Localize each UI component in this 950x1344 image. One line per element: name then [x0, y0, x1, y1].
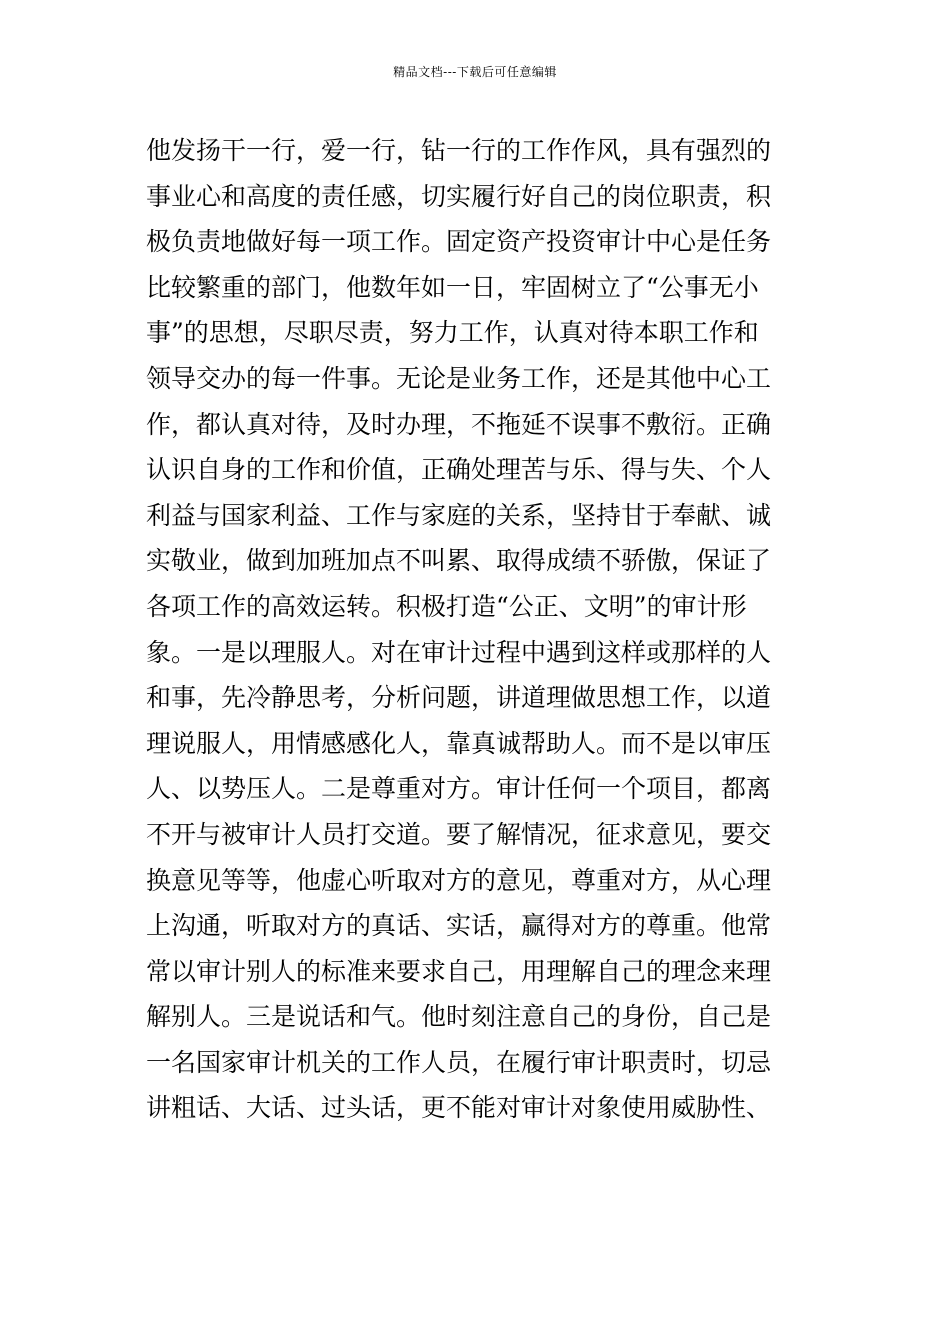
- text-line: 比较繁重的部门，他数年如一日，牢固树立了“公事无小: [146, 272, 759, 302]
- text-line: 一名国家审计机关的工作人员，在履行审计职责时，切忌: [146, 1047, 772, 1077]
- page-header: 精品文档---下载后可任意编辑: [393, 65, 557, 79]
- text-line: 讲粗话、大话、过头话，更不能对审计对象使用威胁性、: [146, 1093, 772, 1123]
- text-line: 理说服人，用情感感化人，靠真诚帮助人。而不是以审压: [146, 728, 772, 758]
- text-line: 极负责地做好每一项工作。固定资产投资审计中心是任务: [146, 227, 772, 257]
- text-line: 利益与国家利益、工作与家庭的关系，坚持甘于奉献、诚: [146, 500, 772, 530]
- text-line: 他发扬干一行，爱一行，钻一行的工作作风，具有强烈的: [146, 136, 772, 165]
- text-line: 和事，先冷静思考，分析问题，讲道理做思想工作，以道: [146, 683, 772, 713]
- text-line: 不开与被审计人员打交道。要了解情况，征求意见，要交: [146, 819, 772, 849]
- text-line: 各项工作的高效运转。积极打造“公正、文明”的审计形: [146, 591, 747, 621]
- text-line: 常以审计别人的标准来要求自己，用理解自己的理念来理: [146, 956, 772, 986]
- text-line: 领导交办的每一件事。无论是业务工作，还是其他中心工: [146, 363, 772, 393]
- text-line: 事业心和高度的责任感，切实履行好自己的岗位职责，积: [146, 181, 772, 211]
- text-line: 认识自身的工作和价值，正确处理苦与乐、得与失、个人: [146, 455, 772, 485]
- body-text: [146, 128, 806, 1131]
- text-line: 实敬业，做到加班加点不叫累、取得成绩不骄傲，保证了: [146, 546, 772, 576]
- text-line: 解别人。三是说话和气。他时刻注意自己的身份，自己是: [146, 1002, 772, 1032]
- text-line: 上沟通，听取对方的真话、实话，赢得对方的尊重。他常: [146, 911, 772, 941]
- text-line: 作，都认真对待，及时办理，不拖延不误事不敷衍。正确: [146, 409, 772, 439]
- text-line: 事”的思想，尽职尽责，努力工作，认真对待本职工作和: [146, 318, 759, 348]
- text-line: 象。一是以理服人。对在审计过程中遇到这样或那样的人: [146, 637, 772, 667]
- text-line: 换意见等等，他虚心听取对方的意见，尊重对方，从心理: [146, 865, 772, 895]
- text-line: 人、以势压人。二是尊重对方。审计任何一个项目，都离: [146, 774, 772, 804]
